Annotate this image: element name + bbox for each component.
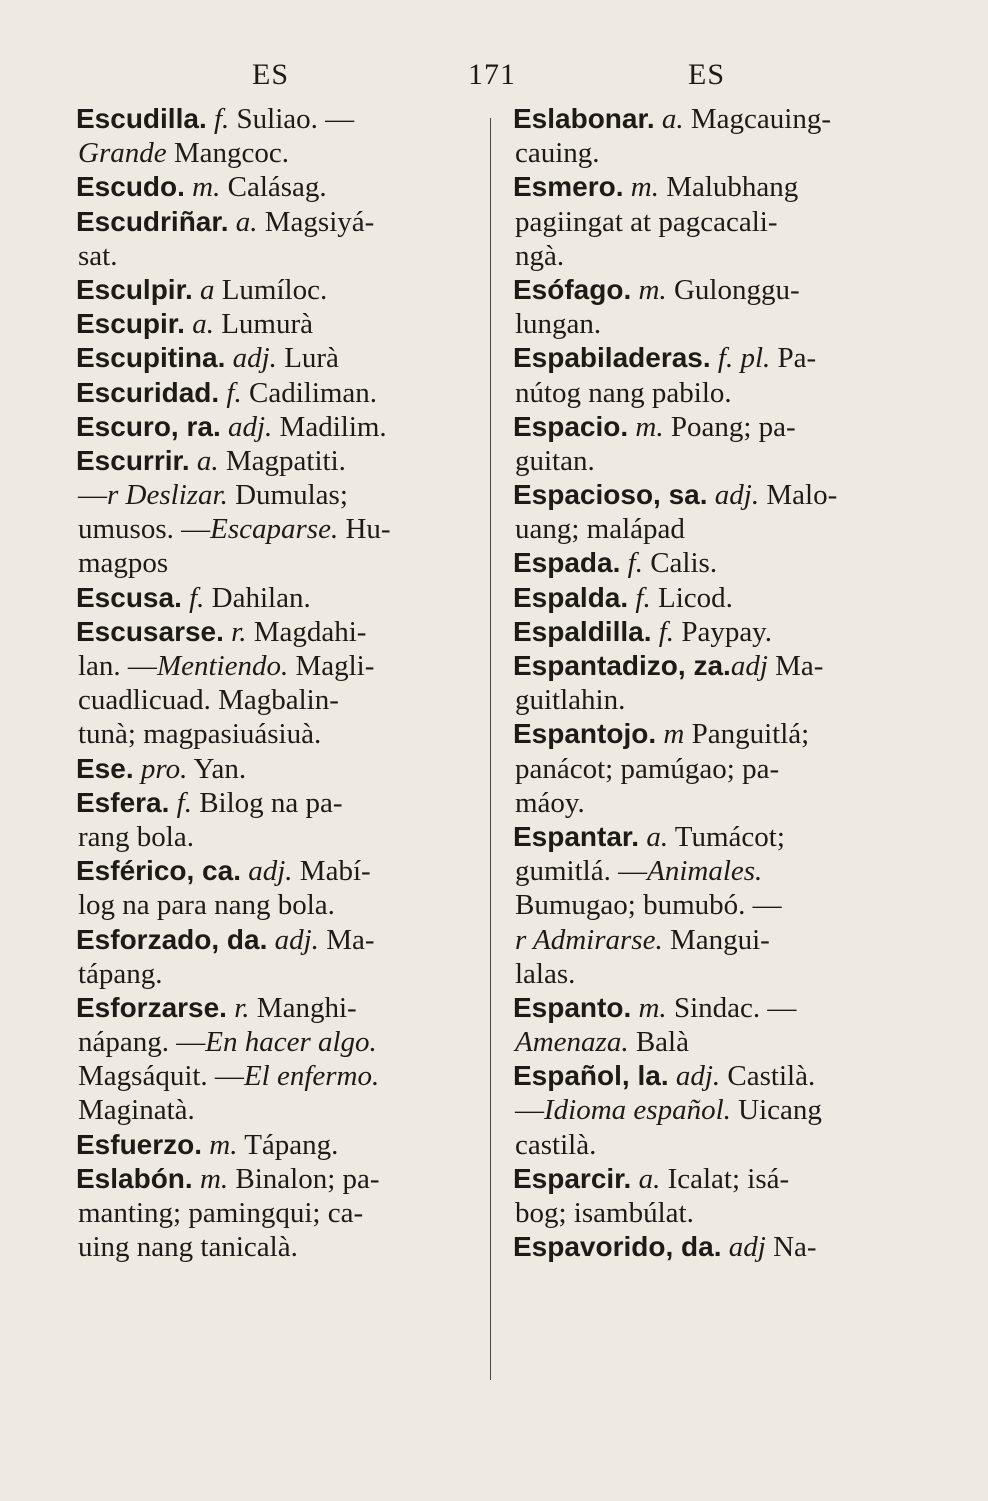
headword: Espacioso, sa. xyxy=(513,479,708,511)
grammar-abbrev: a. xyxy=(661,103,684,135)
continuation-line xyxy=(76,888,474,922)
entry-text: — xyxy=(515,1094,544,1127)
grammar-abbrev: Grande xyxy=(78,137,167,170)
running-header xyxy=(0,58,988,98)
grammar-abbrev: adj. xyxy=(232,342,277,375)
entry-text: castilà. xyxy=(515,1128,597,1161)
entry-text: panácot; pamúgao; pa- xyxy=(515,752,780,785)
headword: Espaldilla. xyxy=(513,615,652,647)
headword: Espantar. xyxy=(513,820,640,852)
entry-line xyxy=(513,991,913,1025)
grammar-abbrev: r. xyxy=(231,615,247,648)
entry-line xyxy=(76,786,474,820)
headword: Esforzado, da. xyxy=(76,923,268,955)
definition-text: Icalat; isá- xyxy=(660,1162,790,1195)
definition-text: Ma- xyxy=(318,923,375,956)
headword: Espavorido, da. xyxy=(513,1231,722,1263)
entry-line xyxy=(513,1162,913,1196)
continuation-line xyxy=(76,1093,474,1127)
definition-text: Binalon; pa- xyxy=(228,1162,380,1195)
entry-text xyxy=(229,206,236,238)
entry-text xyxy=(708,479,715,511)
entry-line xyxy=(513,102,913,136)
grammar-abbrev: f. xyxy=(189,581,205,614)
continuation-line xyxy=(76,820,474,854)
headword: Esparcir. xyxy=(513,1162,632,1194)
definition-text: Hu- xyxy=(338,513,391,546)
headword: Escuro, ra. xyxy=(76,410,221,442)
continuation-line xyxy=(76,546,474,580)
entry-line xyxy=(513,615,913,649)
entry-text xyxy=(624,171,631,203)
continuation-line xyxy=(513,786,913,820)
grammar-abbrev: a. xyxy=(192,308,214,341)
headword: Espanto. xyxy=(513,991,632,1023)
definition-text: Ma- xyxy=(767,650,824,682)
grammar-abbrev: Mentiendo. xyxy=(156,650,289,682)
grammar-abbrev: m. xyxy=(635,410,664,443)
continuation-line xyxy=(513,307,913,341)
headword: Escusa. xyxy=(76,581,182,613)
grammar-abbrev: adj. xyxy=(714,479,760,512)
continuation-line xyxy=(513,923,913,957)
entry-text: tunà; magpasiuásiuà. xyxy=(78,718,322,751)
entry-line xyxy=(513,581,913,615)
entry-line xyxy=(76,307,474,341)
grammar-abbrev: r Deslizar. xyxy=(107,479,228,512)
entry-line xyxy=(76,444,474,478)
continuation-line xyxy=(513,683,913,717)
definition-text: Calásag. xyxy=(220,171,327,204)
entry-text xyxy=(193,1163,200,1195)
entry-line xyxy=(76,1128,474,1162)
definition-text: Magdahi- xyxy=(246,615,367,648)
grammar-abbrev: r. xyxy=(234,991,250,1024)
entry-line xyxy=(513,478,913,512)
definition-text: Dahilan. xyxy=(204,581,311,614)
continuation-line xyxy=(513,1025,913,1059)
entry-line xyxy=(76,752,474,786)
entry-text: nútog nang pabilo. xyxy=(515,376,732,409)
continuation-line xyxy=(513,854,913,888)
entry-text xyxy=(652,616,659,648)
grammar-abbrev: En hacer algo. xyxy=(205,1026,377,1059)
column-divider xyxy=(490,118,491,1380)
grammar-abbrev: Amenaza. xyxy=(515,1026,629,1059)
grammar-abbrev: f. xyxy=(226,376,242,409)
entry-line xyxy=(513,546,913,580)
definition-text: Lurà xyxy=(276,342,339,375)
definition-text: Magcauing- xyxy=(683,103,831,135)
entry-text: nápang. — xyxy=(78,1026,206,1059)
headword: Escupir. xyxy=(76,308,185,340)
grammar-abbrev: m. xyxy=(192,171,221,204)
grammar-abbrev: adj xyxy=(728,1231,766,1264)
continuation-line xyxy=(513,205,913,239)
definition-text: Cadiliman. xyxy=(241,376,378,409)
headword: Espalda. xyxy=(513,581,629,613)
definition-text: Mangcoc. xyxy=(166,137,290,170)
headword: Eslabón. xyxy=(76,1162,193,1194)
headword: Espabiladeras. xyxy=(513,342,711,374)
entry-text: rang bola. xyxy=(78,820,194,853)
header-left-guide-word: ES xyxy=(252,58,290,91)
definition-text: Suliao. — xyxy=(229,103,355,135)
entry-line xyxy=(513,341,913,375)
entry-line xyxy=(76,273,474,307)
entry-line xyxy=(513,717,913,751)
headword: Escusarse. xyxy=(76,615,224,647)
entry-line xyxy=(76,205,474,239)
continuation-line xyxy=(513,1128,913,1162)
definition-text: Balà xyxy=(628,1026,689,1059)
grammar-abbrev: f. pl. xyxy=(717,342,771,375)
continuation-line xyxy=(513,239,913,273)
entry-text: pagiingat at pagcacali- xyxy=(515,205,778,238)
entry-text: bog; isambúlat. xyxy=(515,1197,694,1229)
entry-line xyxy=(76,991,474,1025)
definition-text: Dumulas; xyxy=(227,479,348,512)
continuation-line xyxy=(76,717,474,751)
entry-line xyxy=(513,1059,913,1093)
headword: Espantadizo, za. xyxy=(513,650,731,681)
definition-text: Calis. xyxy=(642,547,718,580)
continuation-line xyxy=(76,478,474,512)
continuation-line xyxy=(513,752,913,786)
continuation-line xyxy=(513,136,913,170)
headword: Espantojo. xyxy=(513,718,657,750)
headword: Espacio. xyxy=(513,410,629,442)
entry-text: manting; pamingqui; ca- xyxy=(78,1197,364,1229)
entry-line xyxy=(76,854,474,888)
grammar-abbrev: m. xyxy=(209,1128,238,1161)
entry-text: cauing. xyxy=(515,137,600,170)
definition-text: Castilà. xyxy=(720,1060,816,1093)
grammar-abbrev: m. xyxy=(638,991,667,1024)
definition-text: Na- xyxy=(765,1231,817,1264)
entry-text xyxy=(190,445,197,477)
definition-text: Lumurà xyxy=(213,308,313,341)
headword: Esférico, ca. xyxy=(76,855,241,887)
entry-line xyxy=(513,170,913,204)
entry-line xyxy=(76,1162,474,1196)
headword: Espada. xyxy=(513,547,621,579)
continuation-line xyxy=(76,1059,474,1093)
entry-text xyxy=(221,411,228,443)
definition-text: Licod. xyxy=(650,581,733,614)
definition-text: Sindac. — xyxy=(666,991,797,1024)
definition-text: Madilim. xyxy=(272,410,387,443)
definition-text: Tápang. xyxy=(237,1128,339,1161)
entry-line xyxy=(513,649,913,683)
entry-text xyxy=(669,1060,676,1092)
definition-text: Poang; pa- xyxy=(663,410,796,443)
entry-text xyxy=(711,342,718,374)
continuation-line xyxy=(76,1230,474,1264)
entry-text xyxy=(225,342,232,374)
headword: Ese. xyxy=(76,752,134,784)
definition-text: Magpatiti. xyxy=(218,444,346,477)
definition-text: Magli- xyxy=(288,650,375,682)
grammar-abbrev: adj. xyxy=(248,855,293,888)
continuation-line xyxy=(513,888,913,922)
entry-text: lalas. xyxy=(515,957,576,990)
definition-text: Magsiyá- xyxy=(257,205,375,238)
grammar-abbrev: f. xyxy=(176,786,192,819)
definition-text: Pa- xyxy=(770,342,817,375)
entry-text: Bumugao; bumubó. — xyxy=(515,889,782,922)
grammar-abbrev: m. xyxy=(630,171,659,204)
definition-text: Manghi- xyxy=(249,991,357,1024)
continuation-line xyxy=(513,376,913,410)
grammar-abbrev: adj. xyxy=(227,410,273,443)
continuation-line xyxy=(513,1196,913,1230)
headword: Escurrir. xyxy=(76,444,190,476)
definition-text: Tumácot; xyxy=(668,820,785,853)
grammar-abbrev: f. xyxy=(635,581,651,614)
entry-text: — xyxy=(78,479,107,512)
entry-text: tápang. xyxy=(78,957,163,990)
grammar-abbrev: m. xyxy=(638,273,667,306)
entry-line xyxy=(513,410,913,444)
definition-text: Malubhang xyxy=(658,171,799,204)
right-column xyxy=(513,102,913,1264)
entry-line xyxy=(76,170,474,204)
entry-line xyxy=(76,102,474,136)
entry-text xyxy=(631,1163,638,1195)
continuation-line xyxy=(76,512,474,546)
headword: Esforzarse. xyxy=(76,991,227,1023)
grammar-abbrev: m xyxy=(663,718,685,751)
entry-line xyxy=(76,376,474,410)
grammar-abbrev: a. xyxy=(235,205,258,238)
grammar-abbrev: a. xyxy=(196,444,219,477)
entry-line xyxy=(513,820,913,854)
continuation-line xyxy=(76,649,474,683)
entry-line xyxy=(76,410,474,444)
entry-text: magpos xyxy=(78,547,169,580)
entry-text: umusos. — xyxy=(78,513,211,546)
entry-text xyxy=(207,103,214,135)
definition-text: Bilog na pa- xyxy=(191,786,343,819)
header-right-guide-word: ES xyxy=(688,58,726,91)
grammar-abbrev: a xyxy=(199,273,215,306)
entry-text xyxy=(169,787,176,819)
entry-text: guitan. xyxy=(515,444,595,477)
continuation-line xyxy=(76,239,474,273)
headword: Eslabonar. xyxy=(513,103,655,134)
page-number: 171 xyxy=(468,58,516,91)
entry-text: uang; malápad xyxy=(515,513,685,546)
headword: Esófago. xyxy=(513,273,632,305)
continuation-line xyxy=(76,1196,474,1230)
grammar-abbrev: f. xyxy=(627,547,643,580)
entry-text xyxy=(722,1231,729,1263)
definition-text: Malo- xyxy=(759,479,838,512)
definition-text: Mabí- xyxy=(292,855,371,888)
continuation-line xyxy=(76,957,474,991)
continuation-line xyxy=(76,1025,474,1059)
entry-text xyxy=(620,547,627,579)
grammar-abbrev: Escaparse. xyxy=(210,513,339,546)
grammar-abbrev: adj xyxy=(730,650,768,682)
entry-text: máoy. xyxy=(515,786,585,819)
entry-text: Magsáquit. — xyxy=(78,1060,244,1093)
entry-text: gumitlá. — xyxy=(515,855,648,888)
grammar-abbrev: Animales. xyxy=(647,855,763,888)
entry-text: log na para nang bola. xyxy=(78,889,335,922)
headword: Esfera. xyxy=(76,786,170,818)
grammar-abbrev: f. xyxy=(213,103,230,135)
headword: Escupitina. xyxy=(76,342,226,374)
grammar-abbrev: m. xyxy=(199,1162,229,1195)
entry-text: Maginatà. xyxy=(78,1094,195,1127)
entry-text xyxy=(193,274,200,306)
continuation-line xyxy=(513,512,913,546)
entry-line xyxy=(76,581,474,615)
grammar-abbrev: a. xyxy=(646,820,669,853)
grammar-abbrev: Idioma español. xyxy=(544,1094,731,1127)
grammar-abbrev: f. xyxy=(658,615,675,648)
entry-line xyxy=(513,1230,913,1264)
definition-text: Panguitlá; xyxy=(684,718,810,751)
grammar-abbrev: El enfermo. xyxy=(243,1060,380,1093)
entry-text: uing nang tanicalà. xyxy=(78,1231,298,1264)
entry-text: guitlahin. xyxy=(515,684,626,717)
entry-text: cuadlicuad. Magbalin- xyxy=(78,684,339,717)
headword: Escudriñar. xyxy=(76,205,229,237)
headword: Escuridad. xyxy=(76,376,220,408)
grammar-abbrev: r Admirarse. xyxy=(515,923,663,956)
headword: Escudilla. xyxy=(76,103,207,134)
entry-text: ngà. xyxy=(515,239,565,272)
definition-text: Paypay. xyxy=(674,615,773,648)
entry-text xyxy=(655,103,662,135)
definition-text: Mangui- xyxy=(662,923,770,956)
grammar-abbrev: a. xyxy=(638,1162,661,1195)
entry-line xyxy=(76,615,474,649)
continuation-line xyxy=(76,136,474,170)
entry-line xyxy=(513,273,913,307)
entry-text: lungan. xyxy=(515,308,602,341)
definition-text: Uicang xyxy=(730,1094,822,1127)
continuation-line xyxy=(76,683,474,717)
headword: Esfuerzo. xyxy=(76,1128,203,1160)
headword: Esculpir. xyxy=(76,273,193,305)
headword: Español, la. xyxy=(513,1060,669,1092)
entry-text xyxy=(267,924,274,956)
entry-line xyxy=(76,923,474,957)
definition-text: Lumíloc. xyxy=(214,273,328,306)
entry-text: sat. xyxy=(78,239,118,272)
continuation-line xyxy=(513,957,913,991)
grammar-abbrev: adj. xyxy=(675,1060,721,1093)
continuation-line xyxy=(513,1093,913,1127)
grammar-abbrev: adj. xyxy=(274,923,319,956)
entry-line xyxy=(76,341,474,375)
headword: Esmero. xyxy=(513,171,624,203)
definition-text: Gulonggu- xyxy=(666,273,800,306)
entry-text xyxy=(134,753,141,785)
definition-text: Yan. xyxy=(187,752,247,785)
grammar-abbrev: pro. xyxy=(140,752,188,785)
left-column xyxy=(76,102,474,1264)
entry-text: lan. — xyxy=(78,650,157,682)
headword: Escudo. xyxy=(76,171,185,203)
continuation-line xyxy=(513,444,913,478)
